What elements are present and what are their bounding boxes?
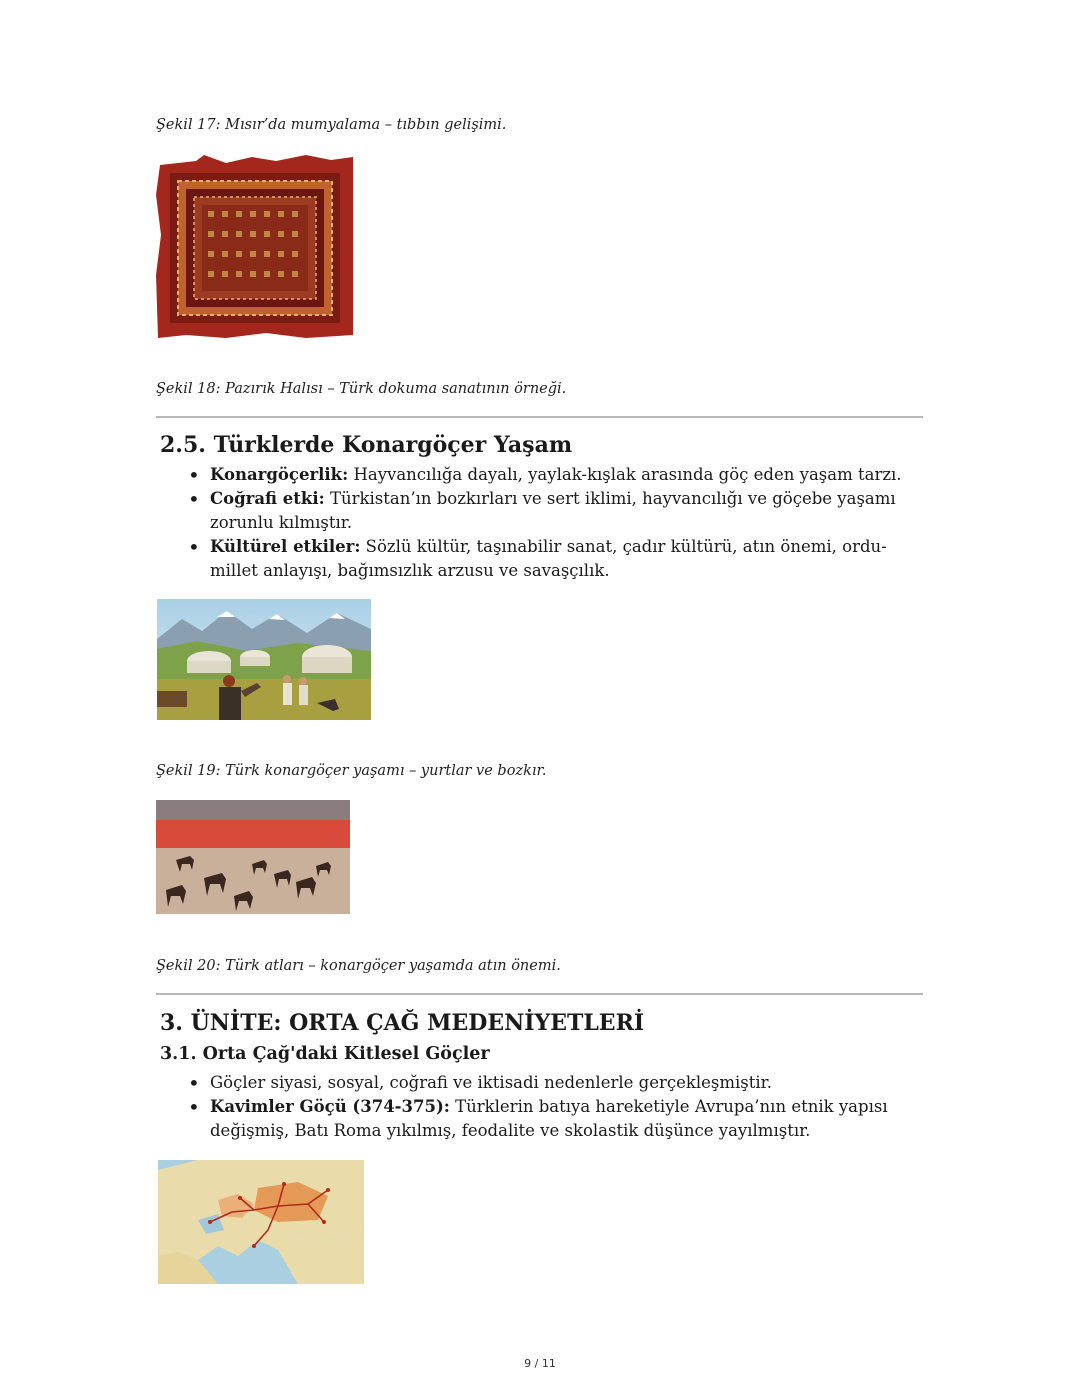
konargocer-bullet-list xyxy=(186,463,906,583)
section-divider xyxy=(156,993,923,995)
figure-19-caption: Şekil 19: Türk konargöçer yaşamı – yurtlar ve bozkır. xyxy=(156,763,547,779)
list-item xyxy=(186,463,906,487)
list-item xyxy=(186,487,906,535)
turkish-horses-image xyxy=(156,800,350,914)
list-item-term: Kavimler Göçü (374-375): xyxy=(210,1097,450,1116)
list-item-text: Türkistan’ın bozkırları ve sert iklimi, hayvancılığı ve göçebe yaşamı zorunlu kılmıştır. xyxy=(210,489,896,532)
pazyryk-carpet-image xyxy=(156,155,353,338)
list-item-term: Konargöçerlik: xyxy=(210,465,349,484)
list-item-term: Kültürel etkiler: xyxy=(210,537,361,556)
section-divider xyxy=(156,416,923,418)
list-item-text: Sözlü kültür, taşınabilir sanat, çadır kültürü, atın önemi, ordu-millet anlayışı, bağımsızlık arzusu ve savaşçılık. xyxy=(210,537,887,580)
steppe-yurts-image xyxy=(157,599,371,720)
list-item-text: Türklerin batıya hareketiyle Avrupa’nın etnik yapısı değişmiş, Batı Roma yıkılmış, feodalite ve skolastik düşünce yayılmıştır. xyxy=(210,1097,888,1140)
figure-17-caption: Şekil 17: Mısır’da mumyalama – tıbbın gelişimi. xyxy=(156,117,507,133)
figure-18-caption: Şekil 18: Pazırık Halısı – Türk dokuma sanatının örneği. xyxy=(156,381,567,397)
migration-bullet-list xyxy=(186,1071,906,1143)
figure-20-caption: Şekil 20: Türk atları – konargöçer yaşamda atın önemi. xyxy=(156,958,561,974)
section-heading: 2.5. Türklerde Konargöçer Yaşam xyxy=(160,432,573,458)
list-item-text: Göçler siyasi, sosyal, coğrafi ve iktisadi nedenlerle gerçekleşmiştir. xyxy=(210,1073,772,1092)
list-item xyxy=(186,1071,906,1095)
migration-map-image xyxy=(158,1160,364,1284)
subsection-heading: 3.1. Orta Çağ'daki Kitlesel Göçler xyxy=(160,1044,490,1064)
list-item xyxy=(186,1095,906,1143)
list-item-term: Coğrafi etki: xyxy=(210,489,325,508)
list-item xyxy=(186,535,906,583)
unit-heading: 3. ÜNİTE: ORTA ÇAĞ MEDENİYETLERİ xyxy=(160,1010,645,1036)
list-item-text: Hayvancılığa dayalı, yaylak-kışlak arasında göç eden yaşam tarzı. xyxy=(348,465,902,484)
page-number: 9 / 11 xyxy=(524,1357,556,1370)
